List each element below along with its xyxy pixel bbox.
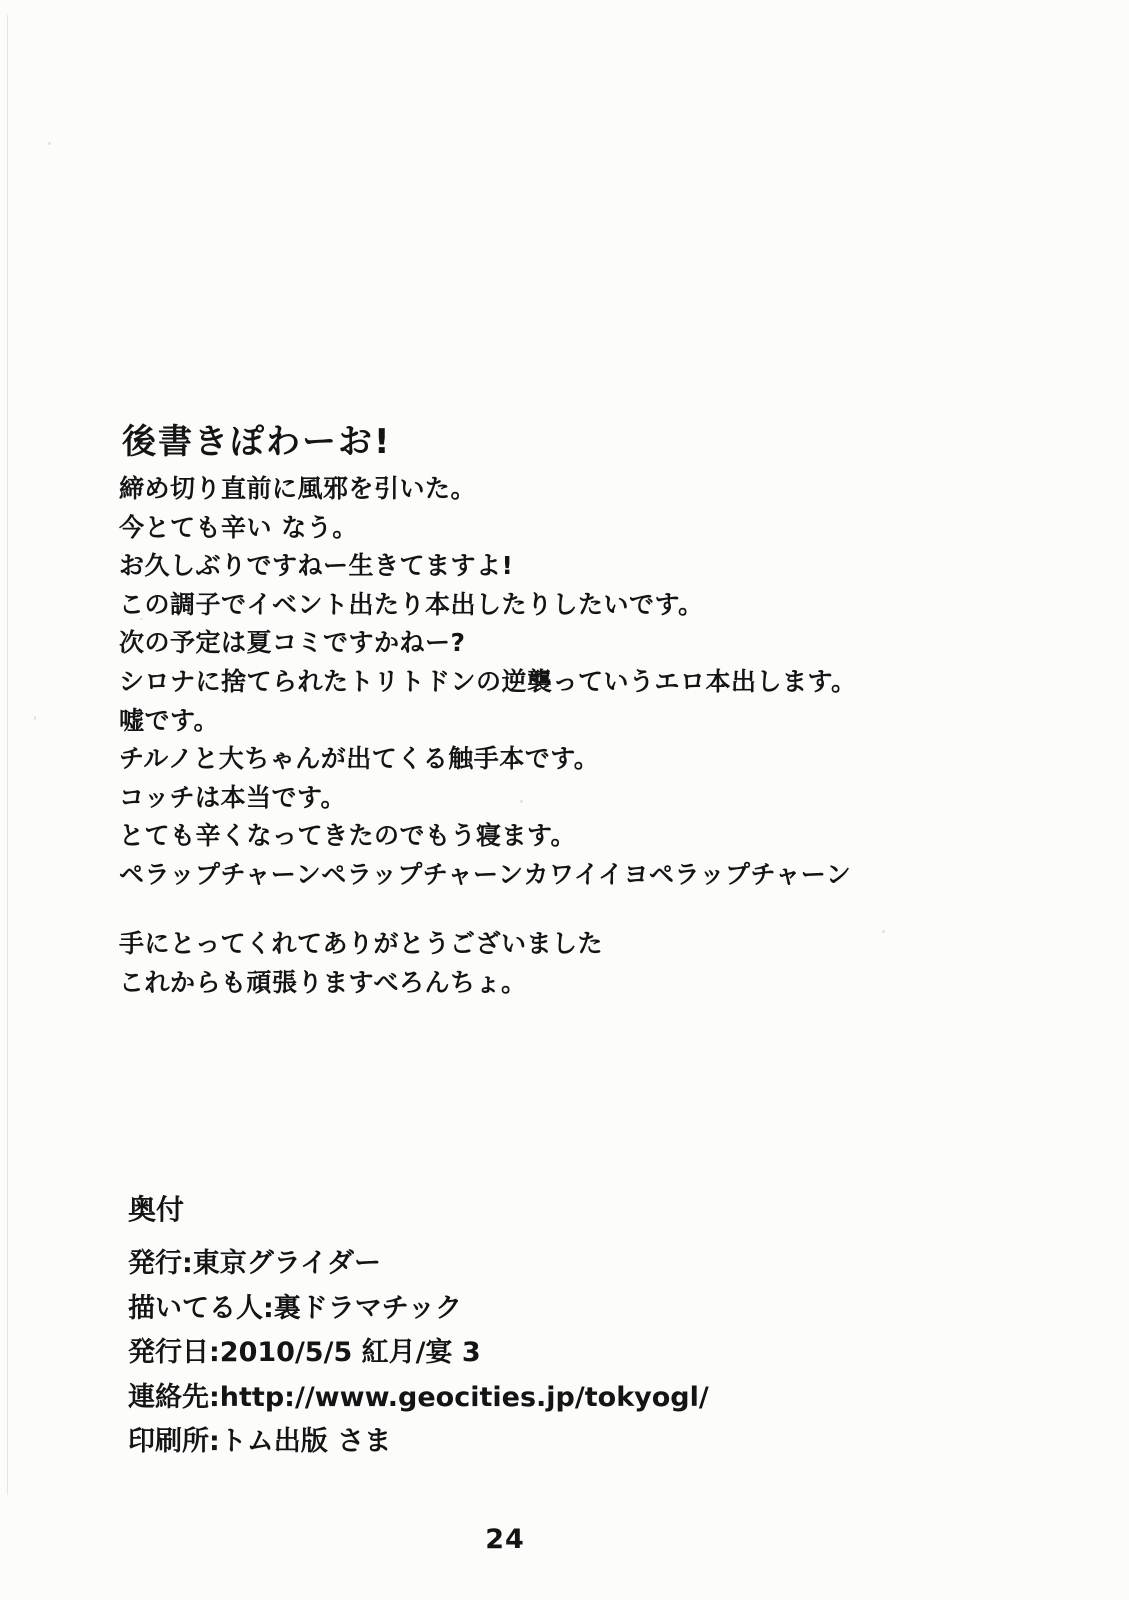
scan-noise-speck	[48, 142, 51, 145]
colophon-line-publish-date: 発行日:2010/5/5 紅月/宴 3	[128, 1337, 481, 1368]
colophon-title: 奥付	[128, 1193, 185, 1226]
afterword-line: チルノと大ちゃんが出てくる触手本です。	[119, 744, 600, 774]
afterword-line: コッチは本当です。	[119, 782, 347, 812]
afterword-line: とても辛くなってきたのでもう寝ます。	[119, 821, 577, 851]
afterword-heading: 後書きぽわーお!	[122, 422, 392, 462]
colophon-lines	[128, 1242, 709, 1465]
afterword-line: ペラップチャーンペラップチャーンカワイイヨペラップチャーン	[119, 859, 852, 889]
colophon	[128, 1188, 709, 1465]
scan-noise-speck	[34, 716, 36, 720]
page-number: 24	[485, 1524, 525, 1555]
colophon-line-artist: 描いてる人:裏ドラマチック	[128, 1292, 462, 1324]
afterword-line: 嘘です。	[119, 705, 220, 735]
afterword-closing-line: これからも頑張りますべろんちょ。	[119, 967, 527, 997]
afterword-line: お久しぶりですねー生きてますよ!	[119, 551, 514, 581]
afterword-closing-line: 手にとってくれてありがとうございました	[119, 929, 604, 958]
afterword-line: シロナに捨てられたトリトドンの逆襲っていうエロ本出します。	[119, 666, 857, 696]
afterword-closing	[119, 925, 603, 1002]
colophon-line-publisher: 発行:東京グライダー	[128, 1248, 381, 1279]
colophon-line-contact-url: 連絡先:http://www.geocities.jp/tokyogl/	[128, 1381, 709, 1413]
afterword-line: 次の予定は夏コミですかねー?	[119, 628, 466, 658]
scan-edge-artifact	[7, 15, 8, 1495]
afterword-line: この調子でイベント出たり本出したりしたいです。	[119, 589, 704, 619]
scan-noise-speck	[882, 930, 885, 933]
colophon-line-printer: 印刷所:トム出版 さま	[128, 1426, 392, 1457]
afterword-body	[119, 470, 857, 895]
afterword-line: 今とても辛い なう。	[119, 512, 358, 542]
afterword-line: 締め切り直前に風邪を引いた。	[119, 474, 477, 503]
